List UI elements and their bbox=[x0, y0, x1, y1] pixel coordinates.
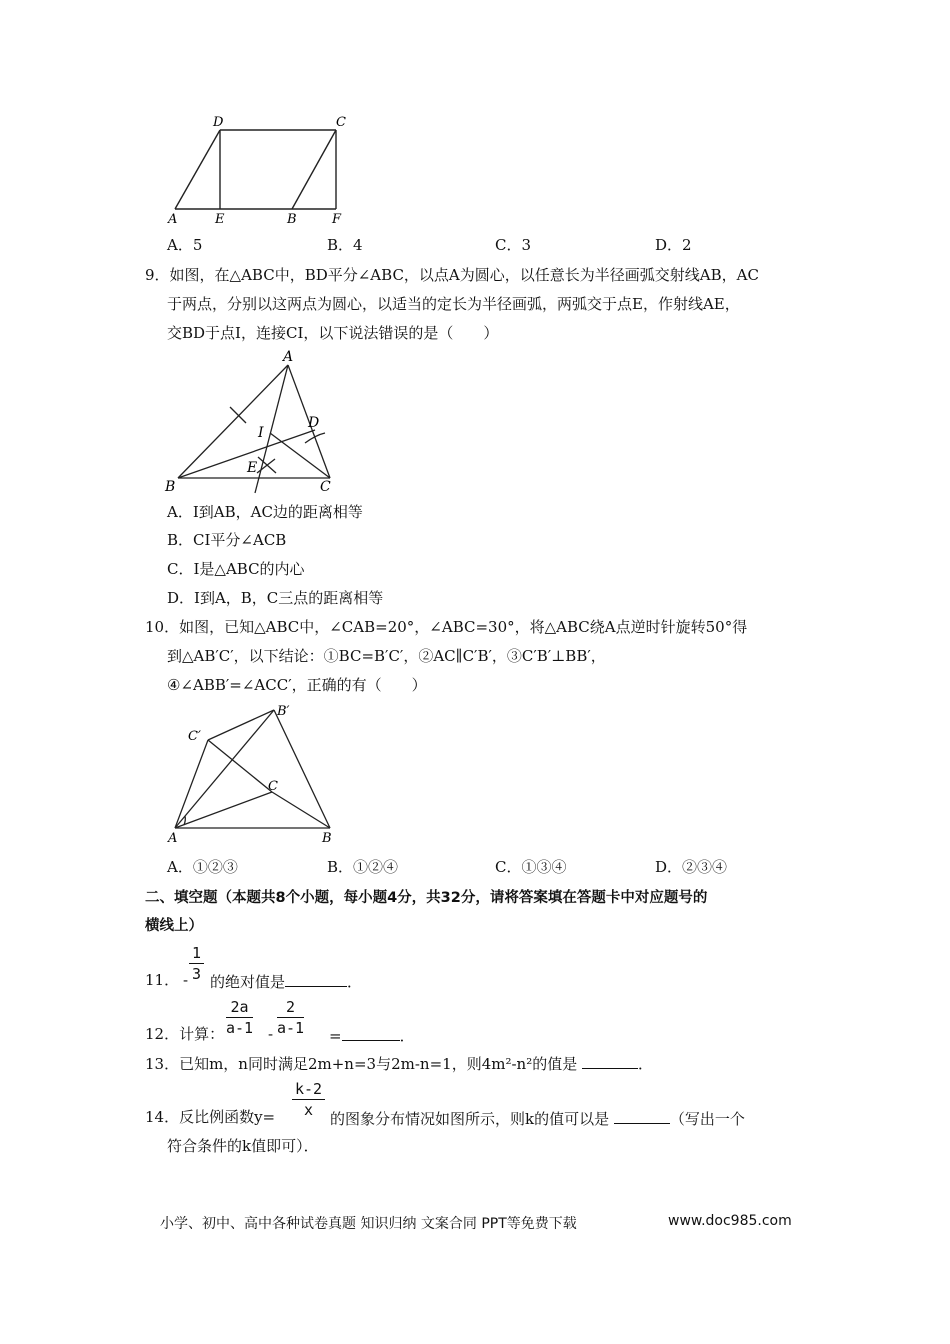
q13-line bbox=[145, 1052, 653, 1074]
q9-option-a: A．I到AB，AC边的距离相等 bbox=[167, 503, 363, 521]
arc-mark-e2 bbox=[257, 459, 275, 473]
segment-ad bbox=[175, 130, 220, 209]
q8-option-b: B．4 bbox=[327, 236, 363, 254]
q12-prefix: 12．计算： bbox=[145, 1025, 225, 1043]
q12-answer-blank[interactable] bbox=[342, 1024, 400, 1041]
label-d: D bbox=[213, 115, 224, 130]
label-b: B bbox=[165, 479, 176, 495]
q11-prefix: 11． bbox=[145, 971, 180, 989]
q14-prefix: 14．反比例函数y= bbox=[145, 1108, 276, 1126]
q10-line-3: ④∠ABB′=∠ACC′，正确的有（ ） bbox=[167, 676, 427, 694]
label-a: A bbox=[168, 831, 178, 846]
q8-option-a: A．5 bbox=[167, 236, 203, 254]
q8-option-d: D．2 bbox=[655, 236, 692, 254]
q11-suffix-text: 的绝对值是 bbox=[210, 973, 286, 991]
q13-answer-blank[interactable] bbox=[582, 1052, 638, 1069]
parallelogram-figure bbox=[160, 110, 360, 230]
footer-text: 小学、初中、高中各种试卷真题 知识归纳 文案合同 PPT等免费下载 bbox=[160, 1216, 577, 1232]
label-e: E bbox=[215, 212, 225, 227]
label-c: C bbox=[268, 779, 278, 794]
q14-middle: 的图象分布情况如图所示，则k的值可以是 bbox=[330, 1110, 610, 1128]
q9-option-b: B．CI平分∠ACB bbox=[167, 531, 287, 549]
q9-line-1: 9．如图，在△ABC中，BD平分∠ABC，以点A为圆心，以任意长为半径画弧交射线AB，AC bbox=[145, 266, 759, 284]
q10-option-d: D．②③④ bbox=[655, 858, 728, 876]
q14-suffix: （写出一个 bbox=[669, 1110, 745, 1128]
segment-cb bbox=[292, 130, 336, 209]
q10-option-b: B．①②④ bbox=[327, 858, 399, 876]
q13-text: 13．已知m，n同时满足2m+n=3与2m-n=1，则4m²-n²的值是 bbox=[145, 1055, 578, 1073]
q12-f2-denominator: a-1 bbox=[277, 1019, 305, 1037]
q12-operator: - bbox=[268, 1025, 274, 1043]
q10-option-c: C．①③④ bbox=[495, 858, 567, 876]
q11-denominator: 3 bbox=[192, 965, 202, 983]
q12-fraction-1 bbox=[226, 997, 253, 1038]
triangle-bisector-figure bbox=[160, 345, 350, 495]
section-2-heading-line-1: 二、填空题（本题共8个小题，每小题4分，共32分，请将答案填在答题卡中对应题号的 bbox=[145, 890, 708, 906]
segment-ac1 bbox=[175, 740, 208, 828]
q11-end: ． bbox=[347, 973, 363, 991]
label-i: I bbox=[258, 425, 264, 441]
label-a: A bbox=[283, 349, 294, 365]
section-2-heading-line-2: 横线上） bbox=[145, 918, 203, 934]
q9-line-3: 交BD于点I，连接CI，以下说法错误的是（ ） bbox=[167, 324, 499, 342]
q12-equals-blank bbox=[329, 1024, 415, 1046]
q14-numerator: k-2 bbox=[292, 1079, 325, 1100]
q12-f1-denominator: a-1 bbox=[226, 1019, 254, 1037]
q11-minus: - bbox=[183, 971, 189, 989]
q13-end: ． bbox=[638, 1055, 654, 1073]
q10-line-1: 10．如图，已知△ABC中，∠CAB=20°，∠ABC=30°，将△ABC绕A点逆时针旋转50°得 bbox=[145, 618, 748, 636]
label-b-prime: B′ bbox=[277, 704, 290, 719]
rotation-figure bbox=[160, 698, 350, 850]
q9-option-d: D．I到A，B，C三点的距离相等 bbox=[167, 589, 384, 607]
q8-option-c: C．3 bbox=[495, 236, 532, 254]
label-e: E bbox=[247, 460, 258, 476]
label-a: A bbox=[168, 212, 178, 227]
q11-fraction bbox=[189, 943, 204, 984]
footer-url[interactable]: www.doc985.com bbox=[668, 1213, 792, 1229]
q12-f2-numerator: 2 bbox=[277, 997, 304, 1018]
arc-mark-ab bbox=[230, 407, 246, 423]
q9-option-c: C．I是△ABC的内心 bbox=[167, 560, 305, 578]
q14-denominator: x bbox=[304, 1101, 314, 1119]
q12-f1-numerator: 2a bbox=[226, 997, 253, 1018]
q14-rest bbox=[330, 1107, 745, 1129]
q12-fraction-2 bbox=[277, 997, 304, 1038]
q14-answer-blank[interactable] bbox=[614, 1107, 670, 1124]
label-d: D bbox=[308, 415, 320, 431]
label-c-prime: C′ bbox=[188, 729, 201, 744]
label-b: B bbox=[322, 831, 332, 846]
q14-fraction bbox=[292, 1079, 325, 1120]
q11-suffix bbox=[210, 970, 362, 992]
segment-c1b1 bbox=[208, 710, 274, 740]
label-b: B bbox=[287, 212, 297, 227]
q9-line-2: 于两点，分别以这两点为圆心，以适当的定长为半径画弧，两弧交于点E，作射线AE， bbox=[167, 295, 740, 313]
label-f: F bbox=[332, 212, 342, 227]
q12-end: ． bbox=[399, 1027, 415, 1045]
q11-numerator: 1 bbox=[189, 943, 204, 964]
segment-cc1 bbox=[208, 740, 272, 792]
q10-line-2: 到△AB′C′，以下结论：①BC=B′C′，②AC∥C′B′，③C′B′⊥BB′， bbox=[167, 647, 606, 665]
label-c: C bbox=[336, 115, 346, 130]
q11-answer-blank[interactable] bbox=[285, 970, 347, 987]
q12-equals: = bbox=[329, 1027, 342, 1045]
label-c: C bbox=[320, 479, 331, 495]
q14-line-2: 符合条件的k值即可）． bbox=[167, 1137, 319, 1155]
q10-option-a: A．①②③ bbox=[167, 858, 238, 876]
